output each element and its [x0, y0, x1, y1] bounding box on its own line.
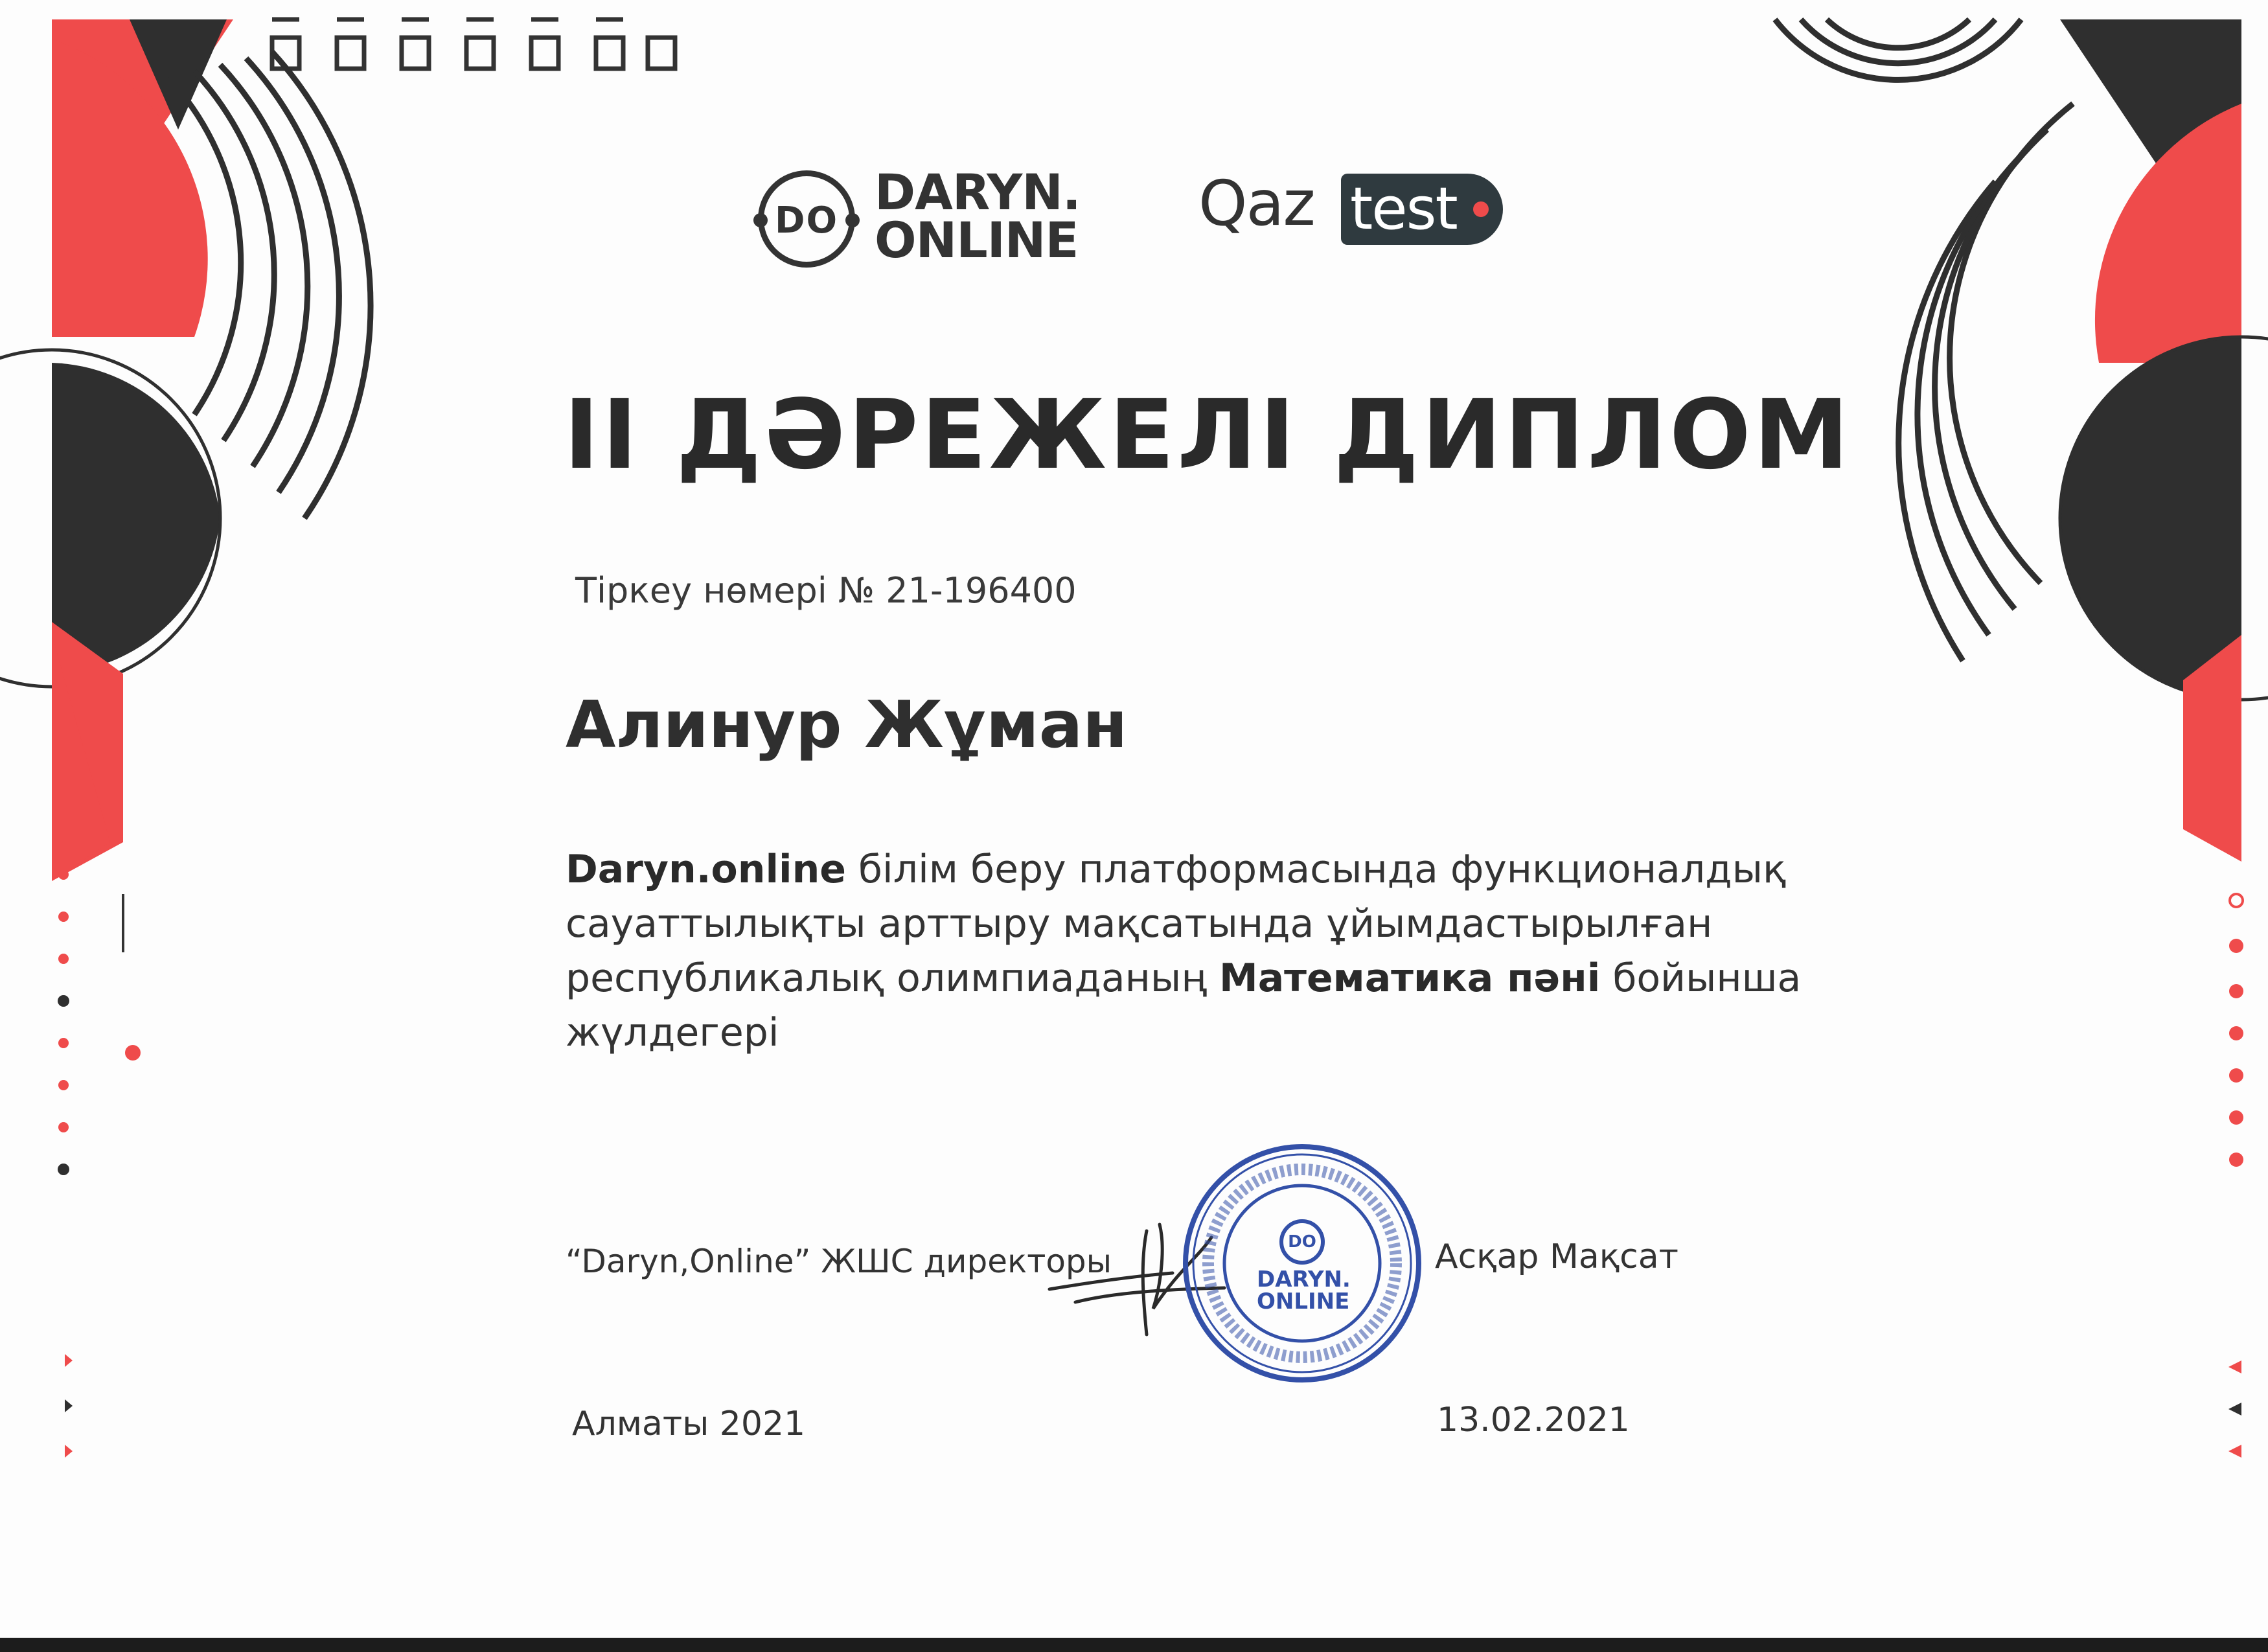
platform-name: Daryn.online: [566, 847, 846, 892]
issue-date: 13.02.2021: [1437, 1401, 1630, 1440]
director-label: “Daryn,Online” ЖШС директоры: [566, 1243, 1112, 1280]
do-wordmark: DARYN. ONLINE: [875, 163, 1081, 269]
recipient-name: Алинур Жұман: [566, 687, 1128, 763]
certificate-title: II ДӘРЕЖЕЛІ ДИПЛОМ: [564, 379, 1852, 490]
director-name: Асқар Мақсат: [1435, 1237, 1678, 1276]
do-circle-icon: [758, 170, 855, 268]
qaztest-logo: [1198, 167, 1509, 258]
left-artwork: [0, 19, 371, 1458]
registration-number: Тіркеу нөмері № 21-196400: [575, 570, 1077, 611]
certificate-body: Daryn.online білім беру платформасында функционалдық сауаттылықты арттыру мақсатында ұйымдастырылған республикалық олимпиаданың Математика пәні бойынша жүлдегері: [566, 847, 1802, 1055]
red-dot-icon: [1473, 201, 1489, 217]
stamp-name: DARYN. ONLINE: [1257, 1267, 1351, 1314]
right-artwork: [1775, 19, 2268, 1458]
subject-name: Математика пәні: [1219, 956, 1601, 1001]
decorative-squares: [272, 38, 675, 69]
qaztest-suffix: test: [1350, 175, 1457, 243]
daryn-online-logo: [758, 165, 1095, 275]
qaztest-badge: [1341, 174, 1503, 245]
official-stamp: [1179, 1140, 1425, 1386]
scan-edge: [0, 1638, 2268, 1652]
do-mark: DO: [774, 200, 839, 242]
stamp-do-mark: DO: [1279, 1219, 1325, 1265]
city-year: Алматы 2021: [572, 1405, 806, 1443]
qaztest-prefix: Qaz: [1198, 167, 1314, 240]
